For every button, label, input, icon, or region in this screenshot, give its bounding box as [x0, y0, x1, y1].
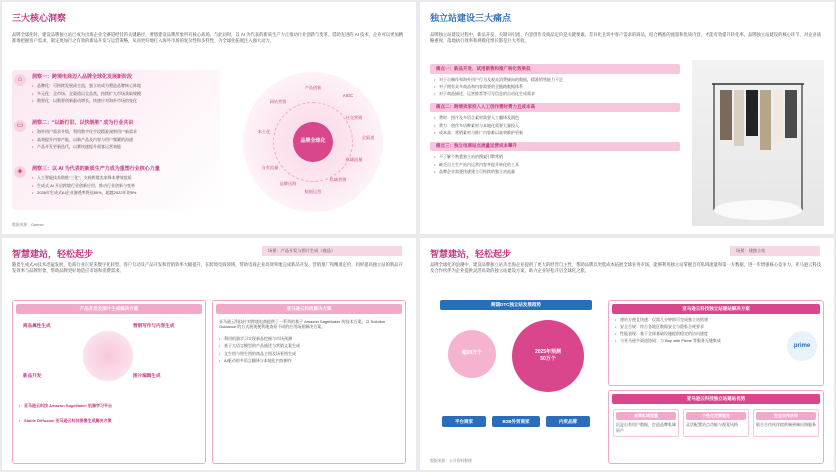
pain-point: • 缺乏自主生产站内运营内容并提升转化的工具 [434, 162, 680, 168]
prime-badge: prime [787, 331, 817, 361]
dtc-trend-panel [430, 300, 602, 450]
insight-point: • 多元化：全市场、全渠道以全品类，持续扩大市场获取规模 [32, 91, 218, 97]
ring-label: 全渠道 [361, 134, 375, 140]
pain-point: • 品牌企业需要快速建立可持续的独立站流量 [434, 169, 680, 175]
insight-1 [14, 74, 141, 103]
ring-label: 品牌出海 [279, 180, 297, 186]
insight-point: • 高效提升内容产能，以新产品及内容与用户频繁的沟通 [32, 137, 218, 143]
insight-3 [14, 166, 160, 195]
advantage-col [613, 409, 679, 437]
solution-item: 图片编辑生成 [133, 372, 161, 378]
page-smart-build-product [2, 238, 416, 470]
advantage-title: 个性化定制服务 [686, 412, 746, 421]
segment-label: 内贸品牌 [546, 416, 590, 427]
solution-item: 新品开发 [23, 372, 42, 378]
solution-point: • 基于大语言模型的产品描述与营销文案生成 [219, 343, 399, 349]
page-pain-points [420, 2, 834, 234]
solution-point: • 建站方便且快速：仅需几分钟即可完成独立站搭建 [615, 317, 785, 323]
ring-label: 产品创新 [304, 84, 322, 90]
store-icon: ⌂ [14, 74, 26, 86]
pain-point: • 对于自制作和海外用户行为及观众消费倾向的数据，精准销售能力不足 [434, 77, 680, 83]
page-core-insights [2, 2, 416, 234]
solution-point: • AI驱动的多语言翻译与本地化内容制作 [219, 358, 399, 364]
ring-label: 社交营销 [345, 114, 363, 120]
advantage-text: 沉淀自有用户数据，打造品牌私域资产 [616, 422, 676, 434]
bubble-forecast: 2025年预测 50万个 [512, 320, 584, 392]
ring-label: 私域流量 [345, 156, 363, 162]
source-note: 数据来源：公开资料整理 [430, 458, 472, 463]
pain-2 [430, 103, 680, 136]
advantage-text: 灵活配置站点功能与视觉风格 [686, 422, 738, 428]
intro-text: 品牌独立站建设过程中，新品开发、关键词引流、内容创作及商品定价是关键要素。差异化且切中客户需求的商品，结合精准的流量和优质内容，才能有效提升转化率。品牌独立站建设的核心环节，对企业战略重视、落地执行效率和规模化增长都是巨大考验。 [430, 32, 822, 44]
ring-label: AIGC [342, 92, 354, 98]
pain-point: • 对于拥有众多商品和内容需要的全链路数据体系 [434, 84, 680, 90]
advantage-col [753, 409, 819, 437]
left-solution-panel [12, 300, 206, 464]
intro-text: 随着生成式AI技术迅猛发展，电商行业正迎来数字化转型。客户互动及产品开发和营销效率大幅提升，在跨境电商领域，帮助电商企业高效率地完成新品开发、营销推广和精准定价，同时提高独立站的新品开发效率与品牌形象，帮助品牌更好地适应市场和消费需求。 [12, 262, 403, 274]
scene-tag: 场景：产品开发与图片生成（商品） [262, 246, 402, 256]
ring-label: 私域营销 [329, 176, 347, 182]
ring-center: 品牌全球化 [293, 122, 333, 162]
ring-label: 数据运营 [304, 188, 322, 194]
insight-point: • 海外用户需求升级，利用数字化手段精准洞察用户新需求 [32, 129, 218, 135]
advantage-col [683, 409, 749, 437]
laptop-icon: ▭ [14, 120, 26, 132]
insights-panel [12, 70, 220, 210]
platform-item: • Stable Diffusion 亚马逊云科技图像生成解决方案 [19, 418, 199, 424]
advantage-title: 生态合作伙伴 [756, 412, 816, 421]
solution-point: • 性能表现：基于全球基础设施提供稳定的访问速度 [615, 331, 785, 337]
pain-list [430, 64, 680, 176]
site-solution-panel [608, 300, 824, 386]
solution-point: • 与亚马逊多渠道协同：与 Buy with Prime 等服务无缝集成 [615, 338, 785, 344]
segment-label: 平台商家 [442, 416, 486, 427]
clothing-rack-illustration [692, 60, 824, 226]
insight-point: • 品牌化：可持续发展成主流，独立站成为塑造品牌核心阵地 [32, 83, 218, 89]
panel-title: 产品开发及图片生成解决方案 [16, 304, 202, 314]
solution-point: • 文生图与图生图的商品主图及场景图生成 [219, 351, 399, 357]
solution-point: • 利用机器学习实现新品挖掘与市场预测 [219, 336, 399, 342]
insight-point: • 生成式 AI 开启跨境行业创新应用，推动行业创新与变革 [32, 183, 218, 189]
brand-ring-diagram [238, 72, 388, 212]
insight-point: • 人工智能技术助推“三化”，支持跨境卖家降本增效提质 [32, 175, 218, 181]
insight-title: 洞察二：“以新打旧、以快制胜” 成为行业共识 [32, 120, 134, 126]
page-title: 三大核心洞察 [12, 13, 67, 23]
insight-point: • 2026年生成式AI企业渗透率将达80%，超越2022年的5% [32, 190, 218, 196]
pain-title: 痛点二：跨境卖家投入人工创作费时费力且成本高 [430, 103, 680, 113]
insight-title: 洞察一：跨境电商迈入品牌全球化发展新阶段 [32, 74, 133, 80]
pain-point: • 不了解不熟悉独立站的搜索引擎营销 [434, 154, 680, 160]
ring-label: 网站营销 [269, 98, 287, 104]
pain-title: 痛点三：独立电商站点流量运营成本攀升 [430, 142, 680, 152]
pain-point: • 费时：图片及多语言素材需要人工翻译及润色 [434, 115, 680, 121]
insight-point: • 产品开发更新迭代，以赛快速提升面客运营效能 [32, 144, 218, 150]
panel-title: 亚马逊云科技独立站建站解决方案 [612, 304, 820, 314]
ring-label: 自有流量 [261, 164, 279, 170]
page-title: 智慧建站，轻松起步 [430, 249, 512, 259]
segment-label: B2B外贸商家 [492, 416, 540, 427]
ring-label: 本土化 [257, 128, 271, 134]
pain-3 [430, 142, 680, 175]
advantage-title: 品牌私域流量 [616, 412, 676, 421]
page-smart-build-site [420, 238, 834, 470]
solution-item: 营销写作与内容生成 [133, 322, 175, 328]
intro-text: 品牌全球化的浪潮中，建设品牌独立站为出海企业提供了更大的经营自主性，帮助品牌以更低成本拓展全球业务市场，能够利用独立站掌握自有私域流量和第一方数据，进一步增强核心竞争力。亚马逊云科技及合作伙伴为企业提供灵活高效的独立站建设方案，助力企业轻松开启全球化之旅。 [430, 262, 822, 274]
panel-title: 跨国DTC独立站发展趋势 [440, 300, 592, 310]
intro-text: 品牌全球化时，建设品牌独立站已成为出海企业全赛道经营的关键路径，要想建设品牌形象所有核心战场。与此同时，以 AI 为代表的新质生产力正推动行业创新与变革。借助先进的 AI 技术，企业可以更加精准地把握客户需求，制定更加行之有效的新品开发与运营策略，从而更好地打入海外市场的复杂性和多样性，为全球化拓展注入强大动力。 [12, 32, 404, 44]
solution-point: • 安全合规：符合各地区数据安全与隐私合规要求 [615, 324, 785, 330]
chip-icon: ◈ [14, 166, 26, 178]
bubble-current: 超20万个 [448, 330, 496, 378]
insight-2 [14, 120, 137, 149]
panel-title: 亚马逊云科技独立站建站优势 [612, 394, 820, 404]
pain-title: 痛点一：新品开发、试用销售和推广转化效果低 [430, 64, 680, 74]
panel-title: 亚马逊云科技解决方案 [216, 304, 402, 314]
pain-point: • 对于商品描述、运营推荐等可写信息的自动化生成需求 [434, 91, 680, 97]
page-title: 智慧建站，轻松起步 [12, 249, 94, 259]
insight-title: 洞察三：以 AI 为代表的新质生产力成为重塑行业核心力量 [32, 166, 160, 172]
solution-item: 商品属性生成 [23, 322, 51, 328]
advantage-text: 联合合作伙伴提供端到端出海服务 [756, 422, 816, 428]
source-note: 数据来源：Gartner [12, 222, 44, 227]
pain-1 [430, 64, 680, 97]
page-title: 独立站建设三大痛点 [430, 13, 512, 23]
panel-text: 亚马逊云科技针对跨境电商提供了一系列的基于 Amazon SageMaker 的技术方案，以 Solution Guidance 的方式展现便利地查看不同的应用场景解决方案。 [219, 318, 386, 330]
pain-point: • 费力：创作多语种素材与本地化需要大量投入 [434, 123, 680, 129]
platform-item: • 亚马逊云科技 Amazon SageMaker 机器学习平台 [19, 403, 199, 409]
insight-point: • 数智化：以数智创新驱动增长，快速应对海外市场的变化 [32, 98, 218, 104]
pain-point: • 成本高：营销素材与推广内容难以高效维护更新 [434, 130, 680, 136]
scene-tag: 场景：建独立站 [730, 246, 820, 256]
advantages-panel [608, 390, 824, 464]
right-solution-panel [212, 300, 406, 464]
